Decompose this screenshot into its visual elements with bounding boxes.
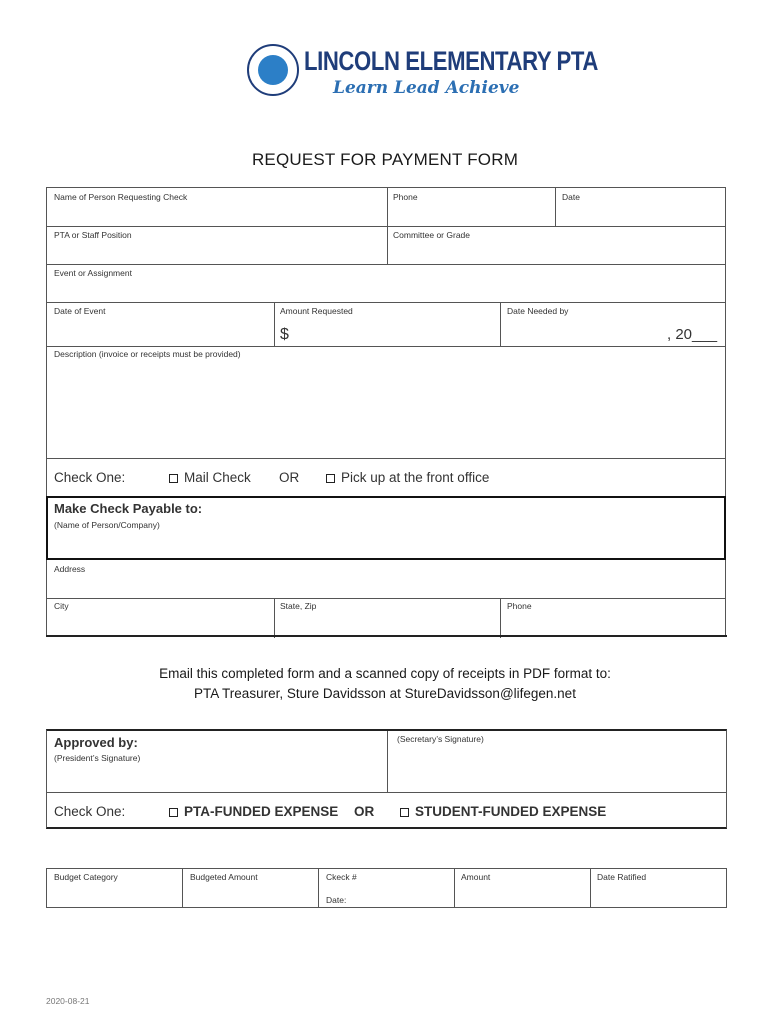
position-field[interactable] — [47, 226, 387, 264]
pta-funded-checkbox[interactable] — [169, 808, 178, 817]
requester-name-field[interactable] — [47, 188, 387, 226]
phone-field[interactable] — [388, 188, 555, 226]
pickup-option[interactable] — [326, 470, 489, 485]
check-date-label: Date: — [326, 895, 347, 905]
amount-label: Amount — [461, 872, 491, 882]
budget-category-field[interactable] — [47, 869, 182, 907]
funding-check-one-label: Check One: — [54, 804, 126, 819]
budget-table — [46, 868, 727, 908]
funding-or-label: OR — [354, 804, 375, 819]
description-label: Description (invoice or receipts must be provided) — [54, 349, 241, 359]
dollar-sign: $ — [280, 326, 289, 343]
pickup-label: Pick up at the front office — [341, 470, 490, 485]
or-label: OR — [279, 470, 300, 485]
city-label: City — [54, 601, 69, 611]
position-label: PTA or Staff Position — [54, 230, 132, 240]
date-needed-field[interactable] — [501, 302, 725, 346]
state-zip-field[interactable] — [275, 598, 500, 638]
date-of-event-label: Date of Event — [54, 306, 106, 316]
secretary-signature-label: (Secretary’s Signature) — [397, 734, 484, 744]
committee-field[interactable] — [388, 226, 725, 264]
approved-by-label: Approved by: — [54, 735, 138, 750]
revision-date: 2020-08-21 — [46, 996, 90, 1006]
seal-emblem-icon — [258, 55, 288, 85]
check-one-label: Check One: — [54, 470, 126, 485]
mail-check-option[interactable] — [169, 470, 251, 485]
org-tagline: Learn Lead Achieve — [333, 78, 520, 98]
mail-check-label: Mail Check — [184, 470, 251, 485]
date-field[interactable] — [556, 188, 725, 226]
president-signature-label: (President’s Signature) — [54, 753, 141, 763]
pta-seal-logo — [247, 44, 299, 96]
budget-category-label: Budget Category — [54, 872, 118, 882]
check-number-field[interactable] — [319, 869, 454, 907]
city-field[interactable] — [47, 598, 274, 638]
amount-requested-label: Amount Requested — [280, 306, 353, 316]
date-needed-label: Date Needed by — [507, 306, 569, 316]
amount-field[interactable] — [455, 869, 590, 907]
student-funded-option[interactable] — [400, 804, 606, 819]
address-label: Address — [54, 564, 86, 574]
date-label: Date — [562, 192, 580, 202]
state-zip-label: State, Zip — [280, 601, 317, 611]
instructions-line-1: Email this completed form and a scanned copy of receipts in PDF format to: — [159, 666, 611, 681]
phone-label: Phone — [393, 192, 418, 202]
student-funded-checkbox[interactable] — [400, 808, 409, 817]
date-ratified-field[interactable] — [591, 869, 726, 907]
budgeted-amount-label: Budgeted Amount — [190, 872, 258, 882]
amount-requested-field[interactable] — [275, 302, 500, 346]
pickup-checkbox[interactable] — [326, 474, 335, 483]
pta-funded-label: PTA-FUNDED EXPENSE — [184, 804, 339, 819]
description-field[interactable] — [47, 346, 725, 458]
committee-label: Committee or Grade — [393, 230, 470, 240]
form-title: REQUEST FOR PAYMENT FORM — [251, 150, 519, 169]
instructions-line-2: PTA Treasurer, Sture Davidsson at StureDavidsson@lifegen.net — [194, 686, 576, 701]
pta-funded-option[interactable] — [169, 804, 338, 819]
address-field[interactable] — [47, 560, 725, 598]
president-signature-field[interactable] — [47, 731, 387, 792]
payable-sub-label: (Name of Person/Company) — [54, 520, 160, 530]
org-name: LINCOLN ELEMENTARY PTA — [304, 46, 598, 76]
payable-heading: Make Check Payable to: — [54, 501, 203, 516]
check-number-label: Ckeck # — [326, 872, 357, 882]
requester-name-label: Name of Person Requesting Check — [54, 192, 188, 202]
student-funded-label: STUDENT-FUNDED EXPENSE — [415, 804, 607, 819]
request-table — [46, 187, 726, 637]
budgeted-amount-field[interactable] — [183, 869, 318, 907]
date-of-event-field[interactable] — [47, 302, 274, 346]
mail-check-checkbox[interactable] — [169, 474, 178, 483]
event-field[interactable] — [47, 264, 725, 302]
year-prefix: , 20___ — [667, 326, 718, 343]
date-ratified-label: Date Ratified — [597, 872, 647, 882]
payee-phone-field[interactable] — [501, 598, 725, 638]
event-label: Event or Assignment — [54, 268, 132, 278]
secretary-signature-field[interactable] — [388, 731, 726, 792]
payee-phone-label: Phone — [507, 601, 532, 611]
approval-table — [46, 729, 727, 829]
